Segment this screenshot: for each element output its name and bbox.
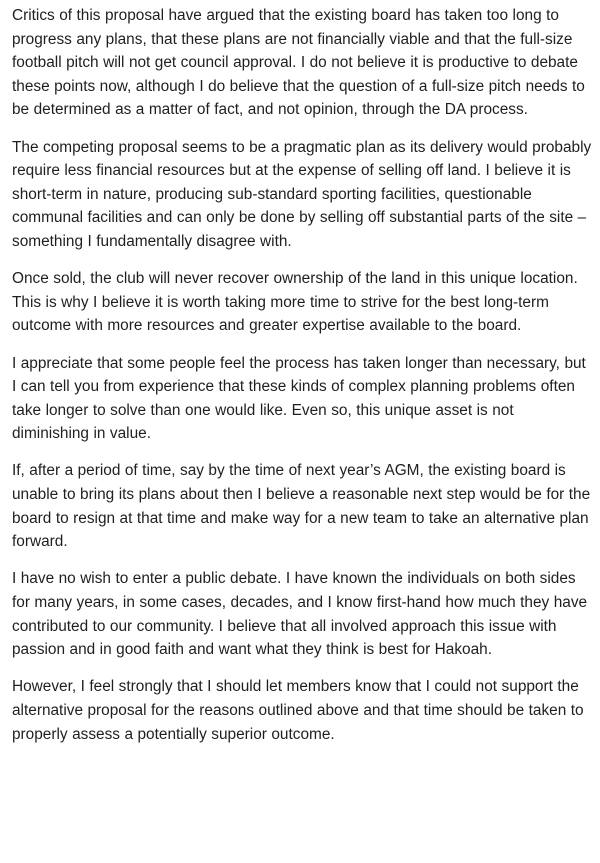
paragraph-once-sold: Once sold, the club will never recover ownership of the land in this unique location. This is why I believe it is worth taking more time to strive for the best long-term outcome with more resources and greater expertise available to the board. <box>12 270 578 335</box>
paragraph-no-public-debate: I have no wish to enter a public debate. I have known the individuals on both sides for many years, in some cases, decades, and I know first-hand how much they have contributed to our community. I believe that all involved approach this issue with passion and in good faith and want what they think is best for Hakoah. <box>12 570 588 659</box>
paragraph-conclusion: However, I feel strongly that I should let members know that I could not support the alternative proposal for the reasons outlined above and that time should be taken to properly assess a potentially superior outcome. <box>12 678 584 743</box>
paragraph-competing-proposal: The competing proposal seems to be a pragmatic plan as its delivery would probably require less financial resources but at the expense of selling off land. I believe it is short-term in nature, producing sub-standard sporting facilities, questionable communal facilities and can only be done by selling off substantial parts of the site – something I fundamentally disagree with. <box>12 138 592 250</box>
paragraph-process-time: I appreciate that some people feel the process has taken longer than necessary, but I can tell you from experience that these kinds of complex planning problems often take longer to solve than one would like. Even so, this unique asset is not diminishing in value. <box>12 354 586 443</box>
paragraph-next-agm: If, after a period of time, say by the time of next year’s AGM, the existing board is unable to bring its plans about then I believe a reasonable next step would be for the board to resign at that time and make way for a new team to take an alternative plan forward. <box>12 462 591 551</box>
paragraph-critics: Critics of this proposal have argued that the existing board has taken too long to progress any plans, that these plans are not financially viable and that the full-size football pitch will not get council approval. I do not believe it is productive to debate these points now, although I do believe that the question of a full-size pitch needs to be determined as a matter of fact, and not opinion, through the DA process. <box>12 7 585 119</box>
